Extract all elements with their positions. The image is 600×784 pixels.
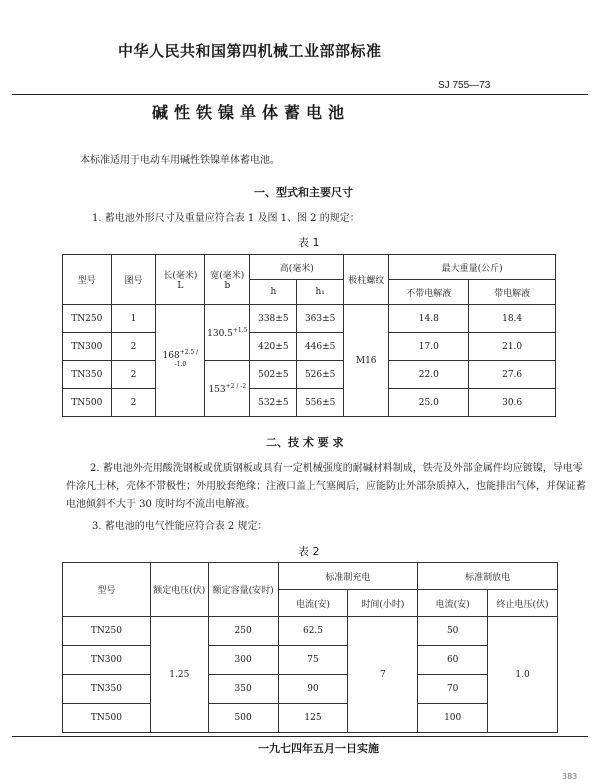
cell-weight-no: 25.0 xyxy=(389,389,469,417)
footer-rule xyxy=(12,736,588,737)
t2-header-charge-time: 时间(小时) xyxy=(348,590,418,617)
t1-header-h: h xyxy=(250,280,297,305)
cell-end-voltage: 1.0 xyxy=(488,617,558,733)
cell-model: TN300 xyxy=(63,333,112,361)
cell-model: TN300 xyxy=(63,646,151,675)
cell-capacity: 300 xyxy=(208,646,278,675)
cell-weight-no: 22.0 xyxy=(389,361,469,389)
table-row xyxy=(63,704,558,733)
t2-header-rated-voltage: 额定电压(伏) xyxy=(150,563,208,617)
cell-figure: 1 xyxy=(111,305,156,333)
t2-header-std-discharge: 标准制放电 xyxy=(418,563,558,590)
scope-statement: 本标准适用于电动车用碱性铁镍单体蓄电池。 xyxy=(80,155,280,166)
cell-length: $168^{+2.5 / -1.0}$ xyxy=(156,305,205,417)
cell-figure: 2 xyxy=(111,361,156,389)
cell-model: TN250 xyxy=(63,617,151,646)
cell-rated-voltage: 1.25 xyxy=(150,617,208,733)
cell-model: TN500 xyxy=(63,704,151,733)
table-row xyxy=(63,389,556,417)
cell-figure: 2 xyxy=(111,333,156,361)
clause-2: 2. 蓄电池外壳用酸洗钢板或优质钢板或具有一定机械强度的耐碱材料制成，铁壳及外部金属件均应镀镍，导电零件涂凡士林，壳体不带极性；外用胶套绝缘；注液口盖上气塞阀后，应能防止外部杂质掉入，也能排出气体，并保证蓄电池倾斜不大于 30 度时均不流出电解液。 xyxy=(66,463,586,510)
cell-model: TN250 xyxy=(63,305,112,333)
cell-model: TN350 xyxy=(63,361,112,389)
t2-header-end-voltage: 终止电压(伏) xyxy=(488,590,558,617)
t1-header-no-electrolyte: 不带电解液 xyxy=(389,280,469,305)
cell-discharge-current: 100 xyxy=(418,704,488,733)
table-1 xyxy=(62,254,556,417)
cell-model: TN350 xyxy=(63,675,151,704)
cell-h1: 526±5 xyxy=(297,361,344,389)
cell-capacity: 500 xyxy=(208,704,278,733)
cell-weight-with: 30.6 xyxy=(469,389,556,417)
table-row xyxy=(63,617,558,646)
cell-charge-current: 62.5 xyxy=(278,617,348,646)
table1-caption: 表 1 xyxy=(298,236,320,249)
header-rule xyxy=(12,94,588,95)
cell-h1: 363±5 xyxy=(297,305,344,333)
t1-header-figure: 图号 xyxy=(111,255,156,305)
t1-header-height: 高(毫米) xyxy=(250,255,344,280)
standard-number: SJ 755—73 xyxy=(438,80,491,91)
clause-1: 1. 蓄电池外形尺寸及重量应符合表 1 及图 1、图 2 的规定： xyxy=(92,213,360,224)
cell-weight-with: 27.6 xyxy=(469,361,556,389)
t2-header-charge-current: 电流(安) xyxy=(278,590,348,617)
t1-header-with-electrolyte: 带电解液 xyxy=(469,280,556,305)
cell-h: 532±5 xyxy=(250,389,297,417)
cell-h1: 556±5 xyxy=(297,389,344,417)
t1-header-max-weight: 最大重量(公斤) xyxy=(389,255,556,280)
document-title: 碱性铁镍单体蓄电池 xyxy=(152,103,351,122)
cell-charge-time: 7 xyxy=(348,617,418,733)
cell-charge-current: 90 xyxy=(278,675,348,704)
cell-terminal: M16 xyxy=(344,305,389,417)
cell-h1: 446±5 xyxy=(297,333,344,361)
page-number: 383 xyxy=(562,772,578,781)
table-row xyxy=(63,333,556,361)
cell-discharge-current: 60 xyxy=(418,646,488,675)
effective-date: 一九七四年五月一日实施 xyxy=(258,742,379,755)
cell-width-1: $130.5^{+1.5}$ xyxy=(205,305,250,361)
cell-discharge-current: 70 xyxy=(418,675,488,704)
table2-caption: 表 2 xyxy=(298,545,320,558)
cell-capacity: 350 xyxy=(208,675,278,704)
t2-header-rated-capacity: 额定容量(安时) xyxy=(208,563,278,617)
table-row xyxy=(63,675,558,704)
cell-weight-no: 17.0 xyxy=(389,333,469,361)
cell-charge-current: 125 xyxy=(278,704,348,733)
table-row xyxy=(63,305,556,333)
t2-header-model: 型号 xyxy=(63,563,151,617)
t2-header-std-charge: 标准制充电 xyxy=(278,563,418,590)
cell-weight-no: 14.8 xyxy=(389,305,469,333)
issuing-organization: 中华人民共和国第四机械工业部部标准 xyxy=(118,42,382,60)
section1-heading: 一、型式和主要尺寸 xyxy=(254,186,353,199)
t1-header-h1: h₁ xyxy=(297,280,344,305)
t1-header-length: 长(毫米) L xyxy=(156,255,205,305)
cell-h: 420±5 xyxy=(250,333,297,361)
cell-charge-current: 75 xyxy=(278,646,348,675)
t1-header-model: 型号 xyxy=(63,255,112,305)
cell-width-2: $153^{+2 / -2}$ xyxy=(205,361,250,417)
cell-capacity: 250 xyxy=(208,617,278,646)
t1-header-terminal: 极柱螺纹 xyxy=(344,255,389,305)
clause-3: 3. 蓄电池的电气性能应符合表 2 规定： xyxy=(92,521,268,532)
cell-model: TN500 xyxy=(63,389,112,417)
cell-weight-with: 21.0 xyxy=(469,333,556,361)
cell-weight-with: 18.4 xyxy=(469,305,556,333)
cell-h: 338±5 xyxy=(250,305,297,333)
table-row xyxy=(63,646,558,675)
section2-heading: 二、技 术 要 求 xyxy=(266,436,344,449)
cell-figure: 2 xyxy=(111,389,156,417)
table-row xyxy=(63,361,556,389)
cell-discharge-current: 50 xyxy=(418,617,488,646)
t2-header-discharge-current: 电流(安) xyxy=(418,590,488,617)
cell-h: 502±5 xyxy=(250,361,297,389)
table-2 xyxy=(62,562,558,733)
t1-header-width: 宽(毫米) b xyxy=(205,255,250,305)
